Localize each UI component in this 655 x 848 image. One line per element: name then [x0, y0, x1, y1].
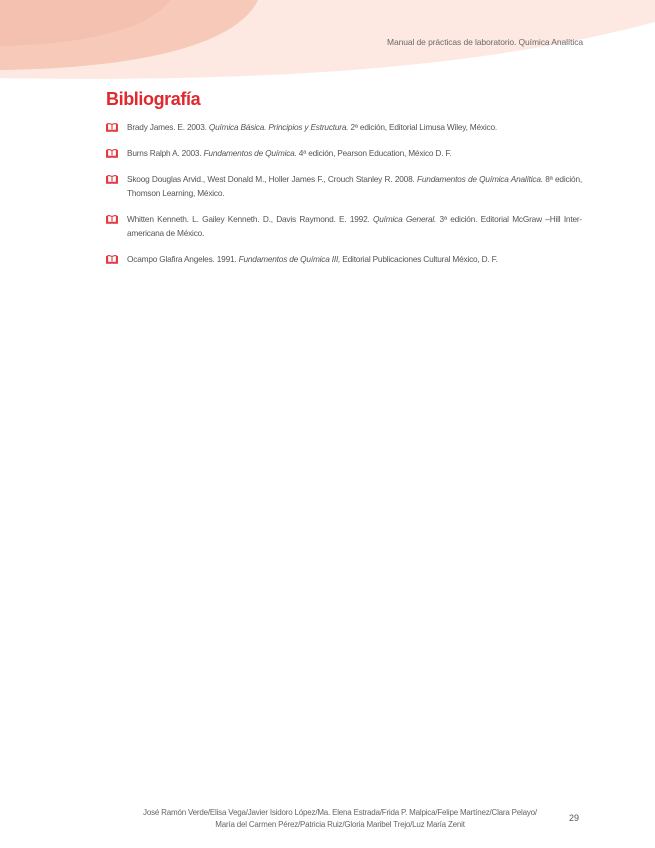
book-icon	[106, 123, 118, 132]
reference-item	[106, 120, 582, 134]
reference-title: Fundamentos de Química Analítica.	[417, 174, 543, 184]
reference-authors: Skoog Douglas Arvid., West Donald M., Holler James F., Crouch Stanley R. 2008.	[127, 174, 417, 184]
book-icon	[106, 175, 118, 184]
reference-item	[106, 252, 582, 266]
reference-title: Química General.	[373, 214, 437, 224]
section-title: Bibliografía	[106, 89, 201, 109]
reference-authors: Burns Ralph A. 2003.	[127, 148, 204, 158]
reference-item	[106, 146, 582, 160]
reference-authors: Ocampo Glafira Angeles. 1991.	[127, 254, 239, 264]
reference-authors: Whitten Kenneth. L. Gailey Kenneth. D., Davis Raymond. E. 1992.	[127, 214, 373, 224]
reference-publisher: Editorial Publicaciones Cultural México, D. F.	[340, 254, 498, 264]
header-decoration	[0, 0, 655, 100]
footer-authors-line-2: María del Carmen Pérez/Patricia Ruiz/Gloria Maribel Trejo/Luz María Zenit	[215, 820, 465, 829]
running-header: Manual de prácticas de laboratorio. Química Analítica	[387, 37, 583, 47]
page-number: 29	[569, 813, 580, 823]
reference-list	[106, 120, 582, 278]
reference-publisher: 8ª edición, Thomson Learning, México.	[127, 174, 582, 198]
reference-title: Química Básica. Principios y Estructura.	[208, 122, 349, 132]
reference-title: Fundamentos de Química III,	[238, 254, 341, 264]
book-icon	[106, 149, 118, 158]
book-icon	[106, 215, 118, 224]
reference-authors: Brady James. E. 2003.	[127, 122, 209, 132]
reference-publisher: 3ª edición. Editorial McGraw –Hill Inter-americana de México.	[127, 214, 582, 238]
reference-item	[106, 172, 582, 200]
reference-item	[106, 212, 582, 240]
reference-publisher: 2ª edición, Editorial Limusa Wiley, México.	[348, 122, 497, 132]
reference-title: Fundamentos de Química.	[203, 148, 297, 158]
book-icon	[106, 255, 118, 264]
footer-authors	[110, 807, 570, 831]
footer-authors-line-1: José Ramón Verde/Elisa Vega/Javier Isidoro López/Ma. Elena Estrada/Frida P. Malpica/Felipe Martínez/Clara Pelayo/	[143, 808, 537, 817]
reference-publisher: 4ª edición, Pearson Education, México D. F.	[296, 148, 452, 158]
